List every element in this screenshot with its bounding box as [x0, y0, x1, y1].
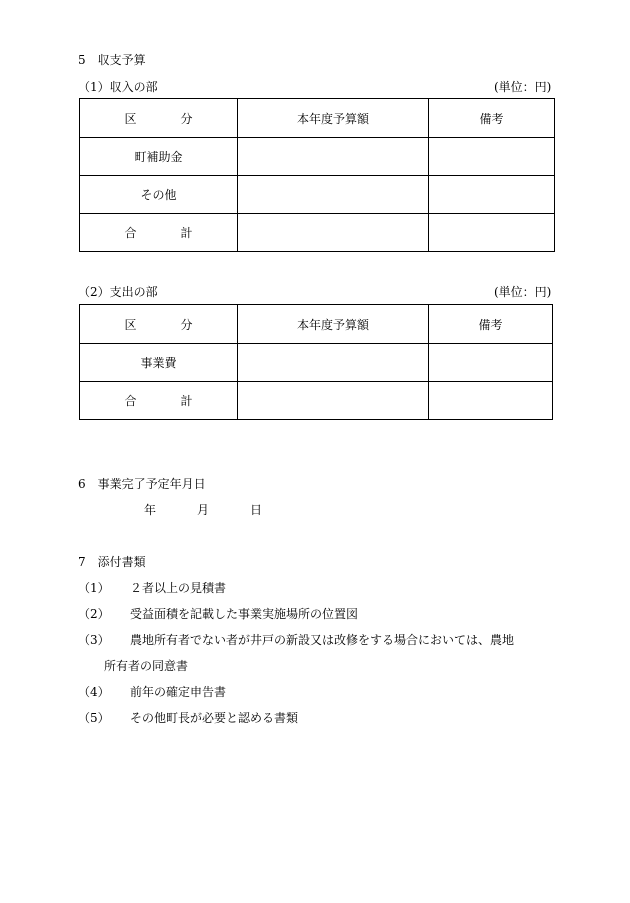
income-row-amount	[238, 176, 429, 214]
expense-label: （2）支出の部	[78, 285, 158, 299]
table-row	[80, 344, 553, 382]
attachment-no: （3）	[78, 633, 110, 647]
kubun-char-2: 分	[180, 111, 193, 126]
income-row-name: その他	[80, 176, 238, 214]
expense-row-amount	[238, 344, 429, 382]
expense-header-remarks: 備考	[429, 305, 553, 344]
date-day: 日	[250, 503, 263, 517]
attachment-text: 前年の確定申告書	[130, 685, 227, 699]
income-table	[79, 98, 555, 252]
attachment-text-continued: 所有者の同意書	[104, 659, 189, 673]
expense-total-amount	[238, 382, 429, 420]
income-header-row	[80, 99, 555, 138]
date-year: 年	[144, 503, 157, 517]
attachment-no: （2）	[78, 607, 110, 621]
attachment-no: （4）	[78, 685, 110, 699]
income-total-amount	[238, 214, 429, 252]
section7-heading: 7 添付書類	[78, 555, 146, 569]
total-char-2: 計	[180, 226, 193, 240]
table-row	[80, 176, 555, 214]
attachment-text: その他町長が必要と認める書類	[130, 711, 299, 725]
expense-row-remarks	[429, 344, 553, 382]
expense-header-row	[80, 305, 553, 344]
income-row-amount	[238, 138, 429, 176]
kubun-char-2: 分	[180, 317, 193, 332]
income-header-kubun	[80, 99, 238, 138]
income-label: （1）収入の部	[78, 80, 158, 94]
attachment-no: （5）	[78, 711, 110, 725]
expense-header-kubun	[80, 305, 238, 344]
income-total-remarks	[429, 214, 555, 252]
expense-total-remarks	[429, 382, 553, 420]
income-total-row	[80, 214, 555, 252]
total-char-1: 合	[124, 226, 137, 240]
income-row-name: 町補助金	[80, 138, 238, 176]
income-header-amount: 本年度予算額	[238, 99, 429, 138]
date-month: 月	[197, 503, 210, 517]
expense-header-amount: 本年度予算額	[238, 305, 429, 344]
section5-heading: 5 収支予算	[78, 53, 146, 67]
attachment-text: 農地所有者でない者が井戸の新設又は改修をする場合においては、農地	[130, 633, 515, 647]
expense-unit: (単位：円)	[494, 285, 552, 299]
income-unit: (単位：円)	[494, 80, 552, 94]
section6-heading: 6 事業完了予定年月日	[78, 477, 206, 491]
income-total-label	[80, 214, 238, 252]
total-char-2: 計	[180, 394, 193, 408]
kubun-char-1: 区	[124, 317, 137, 332]
expense-row-name: 事業費	[80, 344, 238, 382]
attachment-no: （1）	[78, 581, 110, 595]
income-row-remarks	[429, 138, 555, 176]
income-header-remarks: 備考	[429, 99, 555, 138]
expense-table	[79, 304, 553, 420]
attachment-text: 受益面積を記載した事業実施場所の位置図	[130, 607, 359, 621]
table-row	[80, 138, 555, 176]
expense-total-row	[80, 382, 553, 420]
attachment-text: ２者以上の見積書	[130, 581, 227, 595]
kubun-char-1: 区	[124, 111, 137, 126]
expense-total-label	[80, 382, 238, 420]
total-char-1: 合	[124, 394, 137, 408]
income-row-remarks	[429, 176, 555, 214]
